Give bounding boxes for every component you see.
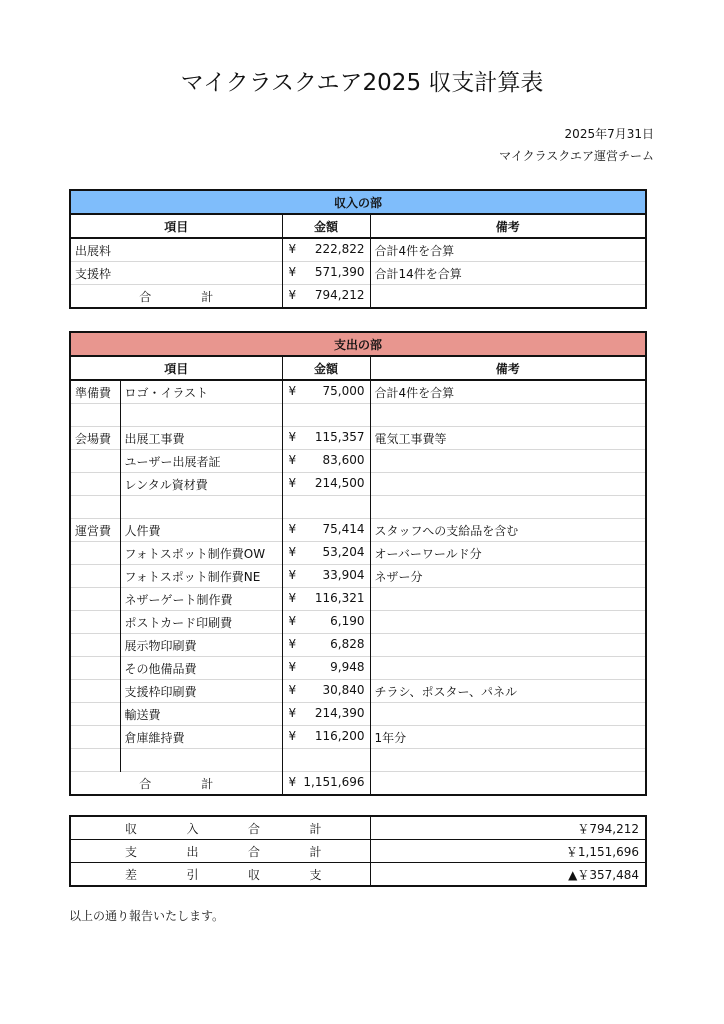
- column-header-item: 項目: [70, 356, 282, 380]
- expense-amount: [282, 496, 370, 519]
- summary-label-chars: [77, 843, 364, 860]
- expense-item: フォトスポット制作費OW: [120, 542, 282, 565]
- expense-amount: [282, 450, 370, 473]
- summary-label-char: 合: [247, 844, 260, 859]
- report-date: 2025年7月31日: [564, 127, 654, 141]
- expense-table: [69, 331, 647, 796]
- yen-symbol: ¥: [288, 706, 297, 720]
- income-row: [70, 262, 646, 285]
- summary-label: [70, 816, 370, 840]
- expense-amount: [282, 404, 370, 427]
- income-table: [69, 189, 647, 309]
- expense-amount: [282, 703, 370, 726]
- expense-row: [70, 519, 646, 542]
- expense-note: [370, 450, 646, 473]
- income-note: 合計4件を合算: [370, 238, 646, 262]
- amount-value: 214,500: [314, 476, 365, 490]
- expense-category: [70, 749, 120, 772]
- yen-symbol: ¥: [288, 453, 297, 467]
- income-row: [70, 238, 646, 262]
- column-header-note: 備考: [370, 214, 646, 238]
- expense-category: 運営費: [70, 519, 120, 542]
- expense-item: 倉庫維持費: [120, 726, 282, 749]
- expense-item: ユーザー出展者証: [120, 450, 282, 473]
- expense-row: [70, 427, 646, 450]
- page-title: マイクラスクエア2025 収支計算表: [180, 70, 544, 96]
- organization-name: マイクラスクエア運営チーム: [499, 149, 654, 163]
- expense-amount: [282, 726, 370, 749]
- expense-category: 会場費: [70, 427, 120, 450]
- expense-total-note: [370, 772, 646, 796]
- income-amount: [282, 238, 370, 262]
- summary-label-char: 支: [309, 867, 322, 882]
- expense-row: [70, 404, 646, 427]
- expense-category: [70, 726, 120, 749]
- expense-item: レンタル資材費: [120, 473, 282, 496]
- income-note: 合計14件を合算: [370, 262, 646, 285]
- expense-amount: [282, 749, 370, 772]
- expense-row: [70, 496, 646, 519]
- amount-value: 30,840: [322, 683, 365, 697]
- expense-note: [370, 657, 646, 680]
- amount-value: 571,390: [314, 265, 365, 279]
- expense-total-row: [70, 772, 646, 796]
- yen-symbol: ¥: [288, 568, 297, 582]
- expense-item: ロゴ・イラスト: [120, 380, 282, 404]
- summary-label-chars: [77, 820, 364, 837]
- expense-note: チラシ、ポスター、パネル: [370, 680, 646, 703]
- summary-label: [70, 863, 370, 887]
- amount-value: 6,190: [330, 614, 365, 628]
- summary-row: [70, 840, 646, 863]
- column-header-amount: 金額: [282, 356, 370, 380]
- yen-symbol: ¥: [288, 242, 297, 256]
- expense-note: [370, 749, 646, 772]
- expense-amount: [282, 519, 370, 542]
- summary-row: [70, 863, 646, 887]
- amount-value: 75,414: [322, 522, 365, 536]
- summary-value: ￥794,212: [577, 821, 639, 836]
- amount-value: 214,390: [314, 706, 365, 720]
- expense-note: [370, 404, 646, 427]
- expense-note: 電気工事費等: [370, 427, 646, 450]
- expense-item: 展示物印刷費: [120, 634, 282, 657]
- expense-row: [70, 680, 646, 703]
- yen-symbol: ¥: [288, 660, 297, 674]
- expense-amount: [282, 657, 370, 680]
- expense-item: [120, 749, 282, 772]
- expense-amount: [282, 542, 370, 565]
- expense-row: [70, 611, 646, 634]
- expense-note: スタッフへの支給品を含む: [370, 519, 646, 542]
- expense-note: 1年分: [370, 726, 646, 749]
- expense-category: [70, 611, 120, 634]
- expense-category: [70, 450, 120, 473]
- amount-value: 116,200: [314, 729, 365, 743]
- expense-category: 準備費: [70, 380, 120, 404]
- yen-symbol: ¥: [288, 522, 297, 536]
- expense-note: オーバーワールド分: [370, 542, 646, 565]
- amount-value: 116,321: [314, 591, 365, 605]
- summary-label-char: 収: [125, 821, 138, 836]
- expense-note: [370, 634, 646, 657]
- yen-symbol: ¥: [288, 683, 297, 697]
- column-header-note: 備考: [370, 356, 646, 380]
- yen-symbol: ¥: [288, 729, 297, 743]
- expense-amount: [282, 588, 370, 611]
- closing-statement: 以上の通り報告いたします。: [69, 909, 225, 923]
- expense-row: [70, 473, 646, 496]
- expense-note: [370, 496, 646, 519]
- income-total-note: [370, 285, 646, 309]
- expense-column-headers: [70, 356, 646, 380]
- expense-row: [70, 634, 646, 657]
- expense-amount: [282, 380, 370, 404]
- amount-value: 115,357: [314, 430, 365, 444]
- income-total-label: 合 計: [70, 285, 282, 309]
- yen-symbol: ¥: [288, 384, 297, 398]
- summary-label-char: 収: [247, 867, 260, 882]
- expense-item: [120, 496, 282, 519]
- summary-label-char: 計: [309, 821, 322, 836]
- amount-value: 75,000: [322, 384, 365, 398]
- expense-row: [70, 542, 646, 565]
- expense-row: [70, 588, 646, 611]
- expense-category: [70, 496, 120, 519]
- amount-value: 222,822: [314, 242, 365, 256]
- income-item: 出展料: [70, 238, 282, 262]
- expense-amount: [282, 427, 370, 450]
- summary-label-char: 差: [125, 867, 138, 882]
- summary-row: [70, 816, 646, 840]
- expense-item: 出展工事費: [120, 427, 282, 450]
- summary-label-char: 支: [125, 844, 138, 859]
- amount-value: 53,204: [322, 545, 365, 559]
- income-column-headers: [70, 214, 646, 238]
- expense-total-label: 合 計: [70, 772, 282, 796]
- expense-amount: [282, 634, 370, 657]
- income-header-label: 収入の部: [70, 190, 646, 214]
- expense-amount: [282, 680, 370, 703]
- expense-row: [70, 450, 646, 473]
- expense-category: [70, 565, 120, 588]
- summary-label-char: 計: [309, 844, 322, 859]
- expense-item: その他備品費: [120, 657, 282, 680]
- summary-label-chars: [77, 866, 364, 883]
- expense-category: [70, 404, 120, 427]
- expense-item: 支援枠印刷費: [120, 680, 282, 703]
- summary-label: [70, 840, 370, 863]
- expense-note: [370, 611, 646, 634]
- expense-row: [70, 703, 646, 726]
- expense-note: [370, 588, 646, 611]
- summary-value: ▲￥357,484: [370, 863, 646, 887]
- yen-symbol: ¥: [288, 591, 297, 605]
- column-header-amount: 金額: [282, 214, 370, 238]
- expense-note: [370, 473, 646, 496]
- expense-category: [70, 634, 120, 657]
- expense-category: [70, 542, 120, 565]
- expense-section-header: [70, 332, 646, 356]
- summary-label-char: 引: [186, 867, 199, 882]
- yen-symbol: ¥: [288, 614, 297, 628]
- summary-label-char: 出: [186, 844, 199, 859]
- expense-header-label: 支出の部: [70, 332, 646, 356]
- yen-symbol: ¥: [288, 545, 297, 559]
- column-header-item: 項目: [70, 214, 282, 238]
- expense-note: 合計4件を合算: [370, 380, 646, 404]
- summary-label-char: 入: [186, 821, 199, 836]
- expense-item: 人件費: [120, 519, 282, 542]
- expense-amount: [282, 565, 370, 588]
- yen-symbol: ¥: [288, 430, 297, 444]
- summary-value: ￥1,151,696: [370, 840, 646, 863]
- expense-category: [70, 473, 120, 496]
- summary-table: [69, 815, 647, 887]
- amount-value: 9,948: [330, 660, 365, 674]
- income-amount: [282, 262, 370, 285]
- expense-category: [70, 703, 120, 726]
- expense-row: [70, 657, 646, 680]
- expense-item: ネザーゲート制作費: [120, 588, 282, 611]
- expense-row: [70, 565, 646, 588]
- expense-amount: [282, 473, 370, 496]
- expense-item: 輸送費: [120, 703, 282, 726]
- income-total-row: [70, 285, 646, 309]
- expense-row: [70, 726, 646, 749]
- amount-value: 6,828: [330, 637, 365, 651]
- expense-category: [70, 680, 120, 703]
- yen-symbol: ¥: [288, 637, 297, 651]
- expense-total-amount: ¥ 1,151,696: [282, 772, 370, 796]
- expense-note: ネザー分: [370, 565, 646, 588]
- summary-label-char: 合: [247, 821, 260, 836]
- expense-category: [70, 588, 120, 611]
- income-total-amount: ¥ 794,212: [282, 285, 370, 309]
- income-item: 支援枠: [70, 262, 282, 285]
- yen-symbol: ¥: [288, 265, 297, 279]
- income-section-header: [70, 190, 646, 214]
- amount-value: 83,600: [322, 453, 365, 467]
- expense-note: [370, 703, 646, 726]
- expense-item: フォトスポット制作費NE: [120, 565, 282, 588]
- yen-symbol: ¥: [288, 476, 297, 490]
- expense-item: [120, 404, 282, 427]
- expense-item: ポストカード印刷費: [120, 611, 282, 634]
- amount-value: 33,904: [322, 568, 365, 582]
- expense-row: [70, 749, 646, 772]
- expense-category: [70, 657, 120, 680]
- expense-amount: [282, 611, 370, 634]
- expense-row: [70, 380, 646, 404]
